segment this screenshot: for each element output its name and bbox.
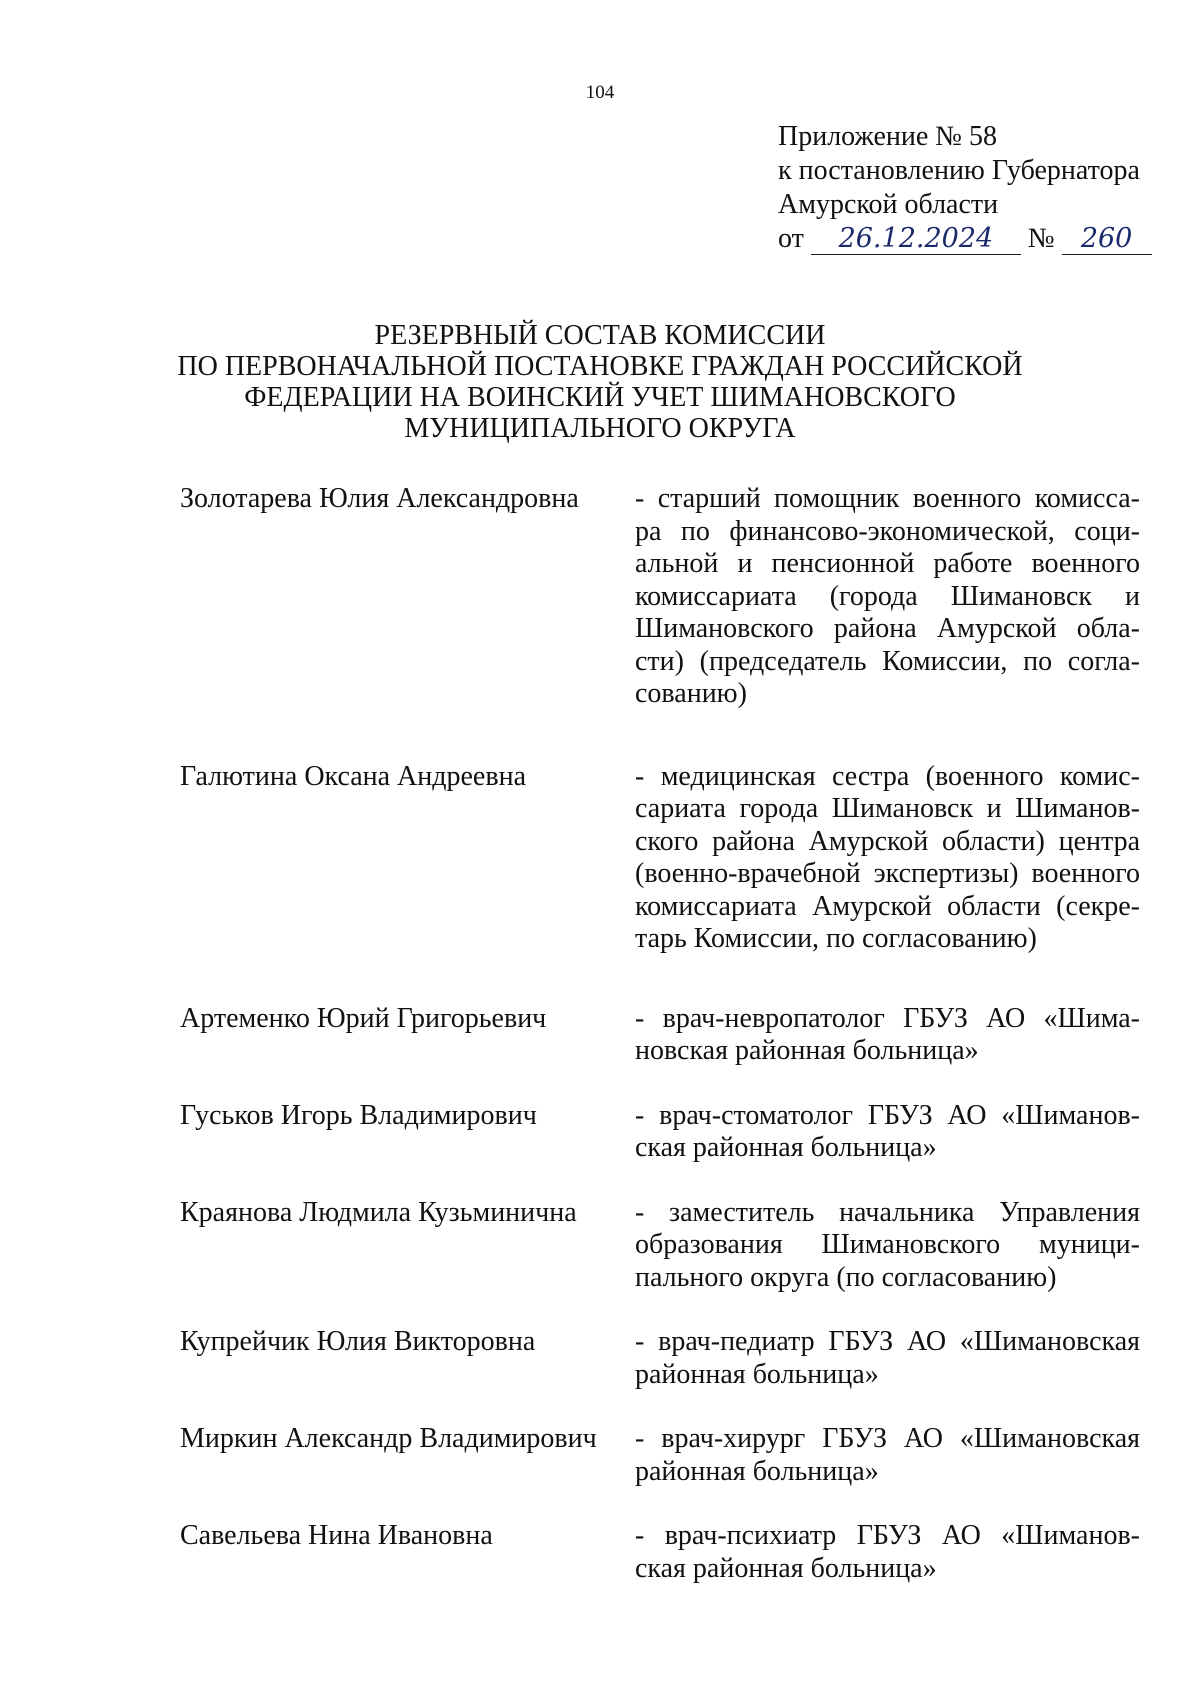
appendix-line-2: к постановлению Губернатора [778, 155, 1140, 186]
title-line-4: МУНИЦИПАЛЬНОГО ОКРУГА [404, 413, 796, 444]
role-line: - медицинская сестра (военного комис- [635, 760, 1140, 792]
role-line: (военно-врачебной экспертизы) военного [635, 858, 1140, 889]
role-line: Шимановского района Амурской обла- [635, 613, 1140, 644]
member-role [635, 1100, 1140, 1165]
handwritten-number: 260 [1062, 224, 1152, 255]
role-line: районная больница» [635, 1455, 879, 1487]
appendix-line-3: Амурской области [778, 189, 999, 220]
member-name: Артеменко Юрий Григорьевич [180, 1002, 547, 1034]
member-name: Галютина Оксана Андреевна [180, 760, 526, 792]
member-name: Золотарева Юлия Александровна [180, 483, 579, 514]
page-number: 104 [585, 82, 615, 103]
role-line: комиссариата Амурской области (секре- [635, 890, 1140, 922]
member-role [635, 1423, 1140, 1488]
role-line: сованию) [635, 678, 747, 709]
document-title [0, 320, 1200, 444]
role-line: сти) (председатель Комиссии, по согла- [635, 645, 1140, 677]
role-line: ская районная больница» [635, 1552, 937, 1584]
member-row [180, 1100, 1140, 1165]
member-row [180, 1197, 1140, 1295]
role-line: сариата города Шимановск и Шиманов- [635, 793, 1140, 824]
role-line: - врач-невропатолог ГБУЗ АО «Шима- [635, 1002, 1140, 1034]
number-prefix: № [1027, 223, 1055, 254]
role-line: тарь Комиссии, по согласованию) [635, 923, 1037, 954]
member-role [635, 1197, 1140, 1295]
role-line: ского района Амурской области) центра [635, 825, 1140, 857]
title-line-3: ФЕДЕРАЦИИ НА ВОИНСКИЙ УЧЕТ ШИМАНОВСКОГО [244, 382, 956, 413]
title-line-2: ПО ПЕРВОНАЧАЛЬНОЙ ПОСТАНОВКЕ ГРАЖДАН РОССИЙСКОЙ [177, 351, 1023, 382]
role-line: - врач-педиатр ГБУЗ АО «Шимановская [635, 1326, 1140, 1357]
member-role [635, 483, 1140, 711]
role-line: - старший помощник военного комисса- [635, 483, 1140, 514]
role-line: ра по финансово-экономической, соци- [635, 515, 1140, 547]
role-line: - врач-психиатр ГБУЗ АО «Шиманов- [635, 1520, 1140, 1551]
role-line: альной и пенсионной работе военного [635, 548, 1140, 579]
member-row [180, 761, 1140, 956]
handwritten-date: 26.12.2024 [811, 224, 1021, 255]
role-line: пального округа (по согласованию) [635, 1261, 1057, 1293]
member-role [635, 1003, 1140, 1068]
member-name: Краянова Людмила Кузьминична [180, 1196, 577, 1228]
appendix-date-row [778, 222, 1152, 256]
member-row [180, 483, 1140, 711]
appendix-header [778, 120, 1152, 256]
member-name: Гуськов Игорь Владимирович [180, 1099, 537, 1131]
role-line: комиссариата (города Шимановск и [635, 580, 1140, 612]
member-row [180, 1003, 1140, 1068]
member-role [635, 1520, 1140, 1585]
role-line: образования Шимановского муници- [635, 1229, 1140, 1260]
members-list [180, 483, 1140, 1585]
role-line: ская районная больница» [635, 1132, 937, 1163]
member-row [180, 1520, 1140, 1585]
member-role [635, 1326, 1140, 1391]
role-line: новская районная больница» [635, 1035, 979, 1066]
date-prefix: от [778, 223, 804, 254]
member-name: Купрейчик Юлия Викторовна [180, 1326, 536, 1357]
title-line-1: РЕЗЕРВНЫЙ СОСТАВ КОМИССИИ [374, 320, 826, 351]
role-line: - врач-стоматолог ГБУЗ АО «Шиманов- [635, 1099, 1140, 1131]
member-role [635, 761, 1140, 956]
role-line: - врач-хирург ГБУЗ АО «Шимановская [635, 1423, 1140, 1454]
member-row [180, 1326, 1140, 1391]
member-name: Миркин Александр Владимирович [180, 1423, 597, 1454]
appendix-line-1: Приложение № 58 [778, 121, 997, 152]
member-name: Савельева Нина Ивановна [180, 1520, 493, 1551]
role-line: районная больница» [635, 1358, 879, 1390]
role-line: - заместитель начальника Управления [635, 1196, 1140, 1228]
member-row [180, 1423, 1140, 1488]
